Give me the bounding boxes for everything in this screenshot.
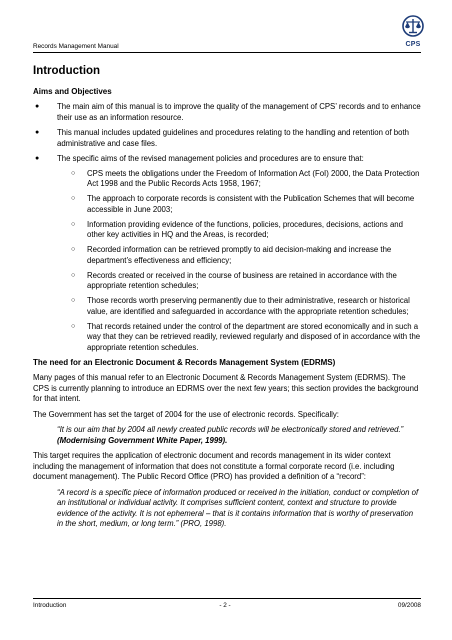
list-item: ● The main aim of this manual is to improve the quality of the management of CPS’ records and to enhance their use as an information resource. [35,102,421,122]
quote-source: (Modernising Government White Paper, 1999). [57,435,228,445]
cps-logo [400,14,426,52]
bullet-circle-icon: ○ [71,297,76,304]
bullet-circle-icon: ○ [71,271,76,279]
edrms-paragraph-1: Many pages of this manual refer to an Electronic Document & Records Management System (EDRMS). The CPS is currently planning to introduce an EDRMS over the next few years; this section provides the background for that intent. [33,373,419,403]
edrms-paragraph-3: This target requires the application of electronic document and records management in its wider context including the management of information that does not constitute a formal corporate record (i.e. including document management). The Public Record Office (PRO) has provided a definition of a “record”: [33,451,395,481]
list-item: ● This manual includes updated guidelines and procedures relating to the handling and retention of both administrative and case files. [35,128,409,148]
edrms-paragraph-2: The Government has set the target of 2004 for the use of electronic records. Specifically: [33,409,339,419]
running-header: Records Management Manual [33,43,119,50]
cps-scales-icon [400,14,426,40]
aims-heading: Aims and Objectives [33,87,112,96]
footer-date: 09/2008 [397,602,421,609]
record-definition-quote: “A record is a specific piece of information produced or received in the initiation, conduct or completion of an institutional or individual activity. It comprises sufficient content, context and structure to provide evidence of the activity. It is not ephemeral – that is it contains information that is worthy of preservation in the short, medium, or long term.” (PRO, 1998). [57,487,419,528]
list-item: ○ The approach to corporate records is consistent with the Publication Schemes that will become accessible in June 2003; [71,194,415,214]
list-item: ○ CPS meets the obligations under the Freedom of Information Act (FoI) 2000, the Data Protection Act 1998 and the Public Records Acts 1958, 1967; [71,168,420,188]
aims-list [33,102,421,353]
list-item: ● The specific aims of the revised management policies and procedures are to ensure that: ○ CPS meets the obligations under the Freedom of Information Act (FoI) 2000, the Data Protection Act 1998 and the Public Records Acts 1958, 1967; ○ The approach to corporate records is consistent with the Publication Schemes that will become accessible in June 2003; ○ Information providing evidence of the functions, policies, procedures, decisions, actions and other key activities in HQ and the Areas, is recorded; ○ Recorded information can be retrieved promptly to aid decision-making and increase the department’s effectiveness and efficiency; ○ Records created or received in the course of business are retained in accordance with the appropriate retention schedules; ○ Those records worth preserving permanently due to their administrative, research or historical value, are identified and safeguarded in accordance with the appropriate retention schedules; ○ That records retained under the control of the department are stored economically and in such a way that they can be retrieved readily, reviewed regularly and disposed of in accordance with the appropriate retention schedules. [35,154,421,352]
logo-wordmark: CPS [405,41,421,48]
bullet-circle-icon: ○ [71,169,76,177]
list-item: ○ Information providing evidence of the functions, policies, procedures, decisions, actions and other key activities in HQ and the Areas, is recorded; [71,219,403,239]
page-title: Introduction [33,65,101,77]
list-item: ○ That records retained under the control of the department are stored economically and in such a way that they can be retrieved readily, reviewed regularly and disposed of in accordance with the appropriate retention schedules. [71,321,421,352]
list-item: ○ Records created or received in the course of business are retained in accordance with the appropriate retention schedules; [71,270,397,290]
bullet-dot-icon: ● [35,129,40,136]
footer-section-name: Introduction [33,602,67,609]
list-item: ○ Those records worth preserving permanently due to their administrative, research or historical value, are identified and safeguarded in accordance with the appropriate retention schedules; [71,296,410,316]
edrms-heading: The need for an Electronic Document & Records Management System (EDRMS) [33,358,336,367]
page-number: - 2 - [219,602,231,609]
bullet-circle-icon: ○ [71,246,76,253]
bullet-circle-icon: ○ [71,322,76,330]
bullet-circle-icon: ○ [71,220,76,228]
header-rule [33,52,421,53]
list-item: ○ Recorded information can be retrieved promptly to aid decision-making and increase the department’s effectiveness and efficiency; [71,245,392,265]
bullet-circle-icon: ○ [71,195,76,202]
footer-rule [33,598,421,599]
specific-aims-list [57,169,421,354]
page-content [33,65,421,535]
bullet-dot-icon: ● [35,103,40,110]
bullet-dot-icon: ● [35,155,40,162]
white-paper-quote: “It is our aim that by 2004 all newly created public records will be electronically stored and retrieved.” (Modernising Government White Paper, 1999). [57,425,404,445]
